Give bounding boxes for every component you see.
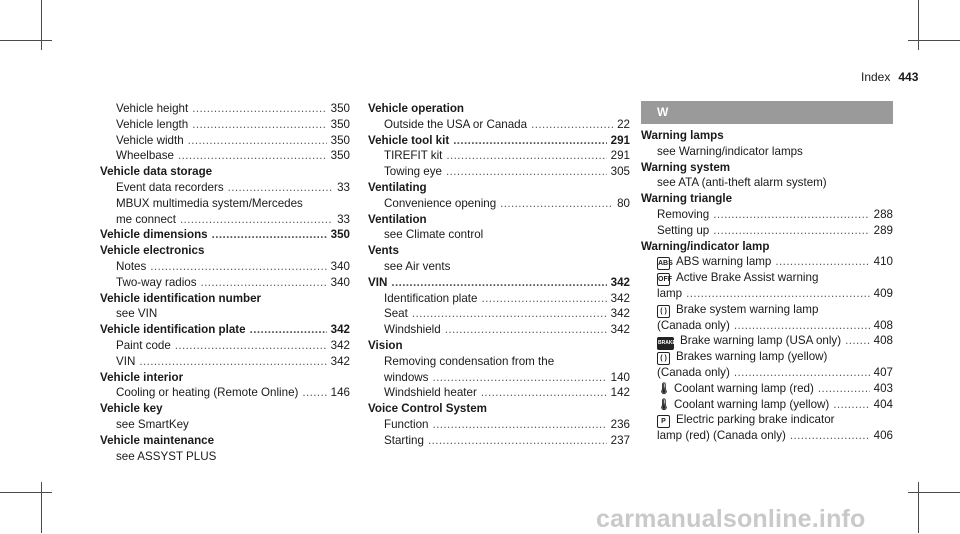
brake-system-icon: ( ) (657, 305, 670, 318)
page-header (861, 70, 918, 84)
entry-label: Convenience opening (384, 196, 497, 210)
leader-dots (445, 322, 607, 338)
index-entry (368, 259, 630, 275)
entry-label: Windshield heater (384, 386, 477, 400)
entry-label: Vehicle data storage (100, 165, 213, 179)
index-heading (100, 433, 350, 449)
leader-dots (481, 291, 606, 307)
crop-mark (41, 482, 42, 533)
index-entry[interactable] (368, 306, 630, 322)
index-entry (100, 196, 350, 212)
leader-dots (713, 207, 869, 223)
index-heading (100, 164, 350, 180)
index-entry (641, 349, 893, 365)
crop-mark (0, 40, 52, 41)
index-heading[interactable] (100, 227, 350, 243)
page-reference[interactable]: 408 (873, 334, 893, 348)
entry-label: Vehicle interior (100, 370, 184, 384)
entry-label: Coolant warning lamp (red) (674, 381, 814, 395)
index-entry (100, 417, 350, 433)
leader-dots (180, 212, 333, 228)
index-entry (641, 144, 893, 160)
index-entry[interactable] (368, 196, 630, 212)
leader-dots (446, 164, 607, 180)
entry-label: Vehicle operation (368, 102, 464, 115)
entry-label: (Canada only) (657, 318, 730, 332)
entry-label: VIN (368, 275, 388, 289)
index-entry[interactable] (641, 381, 893, 397)
leader-dots (500, 196, 613, 212)
index-entry[interactable] (100, 385, 350, 401)
index-list (641, 128, 893, 444)
crop-mark (908, 492, 960, 493)
index-entry[interactable] (368, 433, 630, 449)
leader-dots (228, 180, 333, 196)
index-entry[interactable] (641, 223, 893, 239)
index-entry[interactable] (368, 291, 630, 307)
page-reference[interactable]: 33 (337, 212, 350, 226)
entry-label: see Climate control (384, 228, 484, 242)
index-column-2 (368, 101, 630, 449)
entry-label: Coolant warning lamp (yellow) (674, 397, 830, 411)
leader-dots (432, 370, 606, 386)
index-entry[interactable] (368, 322, 630, 338)
entry-label: Setting up (657, 223, 710, 237)
entry-label: VIN (116, 354, 136, 368)
entry-label: MBUX multimedia system/Mercedes (116, 196, 303, 210)
entry-label: Removing condensation from the (384, 354, 555, 368)
entry-label: (Canada only) (657, 365, 730, 379)
page-reference[interactable]: 403 (873, 381, 893, 395)
leader-dots (250, 322, 327, 338)
page-reference[interactable]: 22 (617, 117, 630, 131)
entry-label: see SmartKey (116, 417, 189, 431)
page-reference[interactable]: 408 (873, 318, 893, 332)
page-reference[interactable]: 288 (873, 207, 893, 221)
entry-label: Ventilating (368, 180, 427, 194)
index-entry[interactable] (368, 417, 630, 433)
entry-label: Vehicle electronics (100, 244, 205, 258)
letter-heading: W (641, 101, 893, 124)
brake-usa-icon: BRAKE (657, 337, 674, 350)
entry-label: see VIN (116, 307, 158, 321)
entry-label: see ATA (anti-theft alarm system) (657, 176, 827, 190)
page-reference[interactable]: 237 (610, 433, 630, 447)
index-entry (641, 270, 893, 286)
entry-label: lamp (red) (Canada only) (657, 429, 786, 443)
index-entry[interactable] (368, 164, 630, 180)
page-reference[interactable]: 350 (330, 149, 350, 163)
index-heading (641, 128, 893, 144)
leader-dots (833, 397, 869, 413)
page-reference[interactable]: 404 (873, 397, 893, 411)
page-reference[interactable]: 80 (617, 196, 630, 210)
page-reference[interactable]: 342 (330, 354, 350, 368)
leader-dots (845, 333, 870, 349)
entry-label: Windshield (384, 323, 441, 337)
index-heading[interactable] (368, 133, 630, 149)
parking-brake-icon: P (657, 415, 670, 428)
leader-dots (531, 117, 613, 133)
entry-label: Warning triangle (641, 192, 733, 206)
entry-label: Vehicle identification number (100, 291, 262, 305)
leader-dots (192, 101, 326, 117)
page-reference[interactable]: 142 (610, 386, 630, 400)
entry-label: Vehicle key (100, 402, 163, 416)
leader-dots (302, 385, 326, 401)
entry-label: Warning lamps (641, 129, 724, 142)
page-reference[interactable]: 342 (330, 323, 350, 337)
page-reference[interactable]: 410 (873, 255, 893, 269)
leader-dots (790, 428, 870, 444)
page-reference[interactable]: 291 (610, 149, 630, 163)
index-entry[interactable] (100, 180, 350, 196)
coolant-red-icon: 🌡 (657, 382, 671, 395)
index-entry[interactable] (641, 333, 893, 349)
index-entry[interactable] (368, 370, 630, 386)
leader-dots (212, 227, 327, 243)
crop-mark (918, 0, 919, 50)
entry-label: ABS warning lamp (676, 255, 772, 269)
entry-label: Vehicle height (116, 102, 189, 115)
index-entry[interactable] (641, 207, 893, 223)
entry-label: windows (384, 370, 429, 384)
leader-dots (432, 417, 606, 433)
entry-label: Vehicle length (116, 117, 189, 131)
index-heading[interactable] (368, 275, 630, 291)
leader-dots (178, 148, 327, 164)
entry-label: see Warning/indicator lamps (657, 144, 803, 158)
crop-mark (41, 0, 42, 50)
index-heading (100, 370, 350, 386)
index-entry[interactable] (100, 148, 350, 164)
entry-label: Starting (384, 433, 424, 447)
entry-label: Notes (116, 259, 147, 273)
page-reference[interactable]: 340 (330, 275, 350, 289)
index-entry[interactable] (100, 133, 350, 149)
page-reference[interactable]: 340 (330, 259, 350, 273)
index-entry[interactable] (100, 259, 350, 275)
page-reference[interactable]: 350 (330, 102, 350, 115)
index-entry[interactable] (641, 365, 893, 381)
index-entry[interactable] (368, 385, 630, 401)
entry-label: Electric parking brake indicator (676, 413, 835, 427)
brake-assist-off-icon: OFF (657, 273, 670, 286)
crop-mark (908, 40, 960, 41)
leader-dots (428, 433, 607, 449)
page-reference[interactable]: 342 (610, 323, 630, 337)
index-heading (100, 243, 350, 259)
leader-dots (150, 259, 326, 275)
entry-label: Voice Control System (368, 402, 487, 416)
entry-label: Event data recorders (116, 180, 224, 194)
index-entry (100, 449, 350, 465)
watermark: carmanualsonline.info (596, 505, 866, 533)
index-entry[interactable] (368, 117, 630, 133)
page-reference[interactable]: 305 (610, 165, 630, 179)
leader-dots (188, 133, 327, 149)
entry-label: Function (384, 417, 429, 431)
crop-mark (918, 482, 919, 533)
index-entry[interactable] (100, 354, 350, 370)
index-heading (100, 291, 350, 307)
leader-dots (412, 306, 607, 322)
leader-dots (713, 223, 869, 239)
index-entry[interactable] (100, 338, 350, 354)
page-number: 443 (898, 70, 919, 84)
entry-label: Two-way radios (116, 275, 197, 289)
index-entry (641, 302, 893, 318)
leader-dots (201, 275, 327, 291)
entry-label: Cooling or heating (Remote Online) (116, 386, 299, 400)
entry-label: Brake warning lamp (USA only) (680, 334, 842, 348)
entry-label: Paint code (116, 338, 171, 352)
entry-label: Vehicle identification plate (100, 323, 246, 337)
entry-label: Vents (368, 244, 399, 258)
index-heading (368, 212, 630, 228)
entry-label: TIREFIT kit (384, 149, 443, 163)
page-reference[interactable]: 342 (610, 275, 630, 289)
index-entry (368, 354, 630, 370)
page-reference[interactable]: 342 (610, 291, 630, 305)
index-heading (368, 401, 630, 417)
entry-label: Active Brake Assist warning (676, 271, 819, 285)
index-entry (368, 227, 630, 243)
index-heading (368, 180, 630, 196)
index-heading (100, 401, 350, 417)
index-heading (641, 191, 893, 207)
index-entry[interactable] (641, 254, 893, 270)
page-reference[interactable]: 409 (873, 286, 893, 300)
entry-label: Identification plate (384, 291, 478, 305)
leader-dots (175, 338, 327, 354)
index-entry[interactable] (641, 286, 893, 302)
crop-mark (0, 492, 52, 493)
index-entry[interactable] (641, 428, 893, 444)
page-reference[interactable]: 350 (330, 133, 350, 147)
page-reference[interactable]: 350 (330, 117, 350, 131)
index-entry[interactable] (100, 275, 350, 291)
page-reference[interactable]: 291 (610, 133, 630, 147)
leader-dots (446, 148, 606, 164)
index-entry[interactable] (100, 212, 350, 228)
index-entry[interactable] (641, 397, 893, 413)
page-reference[interactable]: 407 (873, 365, 893, 379)
page-reference[interactable]: 289 (873, 223, 893, 237)
leader-dots (818, 381, 870, 397)
leader-dots (139, 354, 326, 370)
entry-label: Vehicle maintenance (100, 433, 215, 447)
index-heading (368, 243, 630, 259)
entry-label: Outside the USA or Canada (384, 117, 528, 131)
index-heading (368, 338, 630, 354)
entry-label: see ASSYST PLUS (116, 449, 217, 463)
entry-label: Seat (384, 307, 408, 321)
leader-dots (391, 275, 606, 291)
index-entry (641, 175, 893, 191)
entry-label: Ventilation (368, 212, 427, 226)
index-heading[interactable] (100, 322, 350, 338)
index-entry[interactable] (100, 117, 350, 133)
entry-label: Towing eye (384, 165, 443, 179)
index-column-3 (641, 101, 893, 444)
index-entry[interactable] (368, 148, 630, 164)
leader-dots (481, 385, 607, 401)
entry-label: lamp (657, 286, 683, 300)
page-reference[interactable]: 342 (610, 307, 630, 321)
leader-dots (686, 286, 870, 302)
leader-dots (453, 133, 606, 149)
leader-dots (734, 318, 870, 334)
leader-dots (192, 117, 326, 133)
entry-label: Vehicle dimensions (100, 228, 208, 242)
entry-label: Brakes warning lamp (yellow) (676, 350, 828, 364)
page-reference[interactable]: 33 (337, 180, 350, 194)
entry-label: me connect (116, 212, 176, 226)
leader-dots (775, 254, 869, 270)
index-entry[interactable] (100, 101, 350, 117)
page-reference[interactable]: 140 (610, 370, 630, 384)
index-heading (641, 239, 893, 255)
entry-label: Vehicle width (116, 133, 184, 147)
index-entry (641, 412, 893, 428)
page-reference[interactable]: 342 (330, 338, 350, 352)
index-entry (100, 306, 350, 322)
entry-label: Warning/indicator lamp (641, 239, 770, 253)
index-heading (368, 101, 630, 117)
entry-label: Vision (368, 338, 403, 352)
entry-label: see Air vents (384, 259, 451, 273)
index-column-1 (100, 101, 350, 464)
index-heading (641, 160, 893, 176)
page-reference[interactable]: 406 (873, 429, 893, 443)
page-reference[interactable]: 236 (610, 417, 630, 431)
abs-icon: ABS (657, 257, 670, 270)
section-label: Index (861, 70, 891, 84)
coolant-yellow-icon: 🌡 (657, 398, 671, 411)
brake-yellow-icon: ( ) (657, 352, 670, 365)
entry-label: Removing (657, 207, 710, 221)
entry-label: Vehicle tool kit (368, 133, 450, 147)
index-entry[interactable] (641, 318, 893, 334)
entry-label: Warning system (641, 160, 731, 174)
page-reference[interactable]: 350 (330, 228, 350, 242)
leader-dots (734, 365, 870, 381)
entry-label: Brake system warning lamp (676, 302, 819, 316)
page-reference[interactable]: 146 (330, 386, 350, 400)
entry-label: Wheelbase (116, 149, 175, 163)
